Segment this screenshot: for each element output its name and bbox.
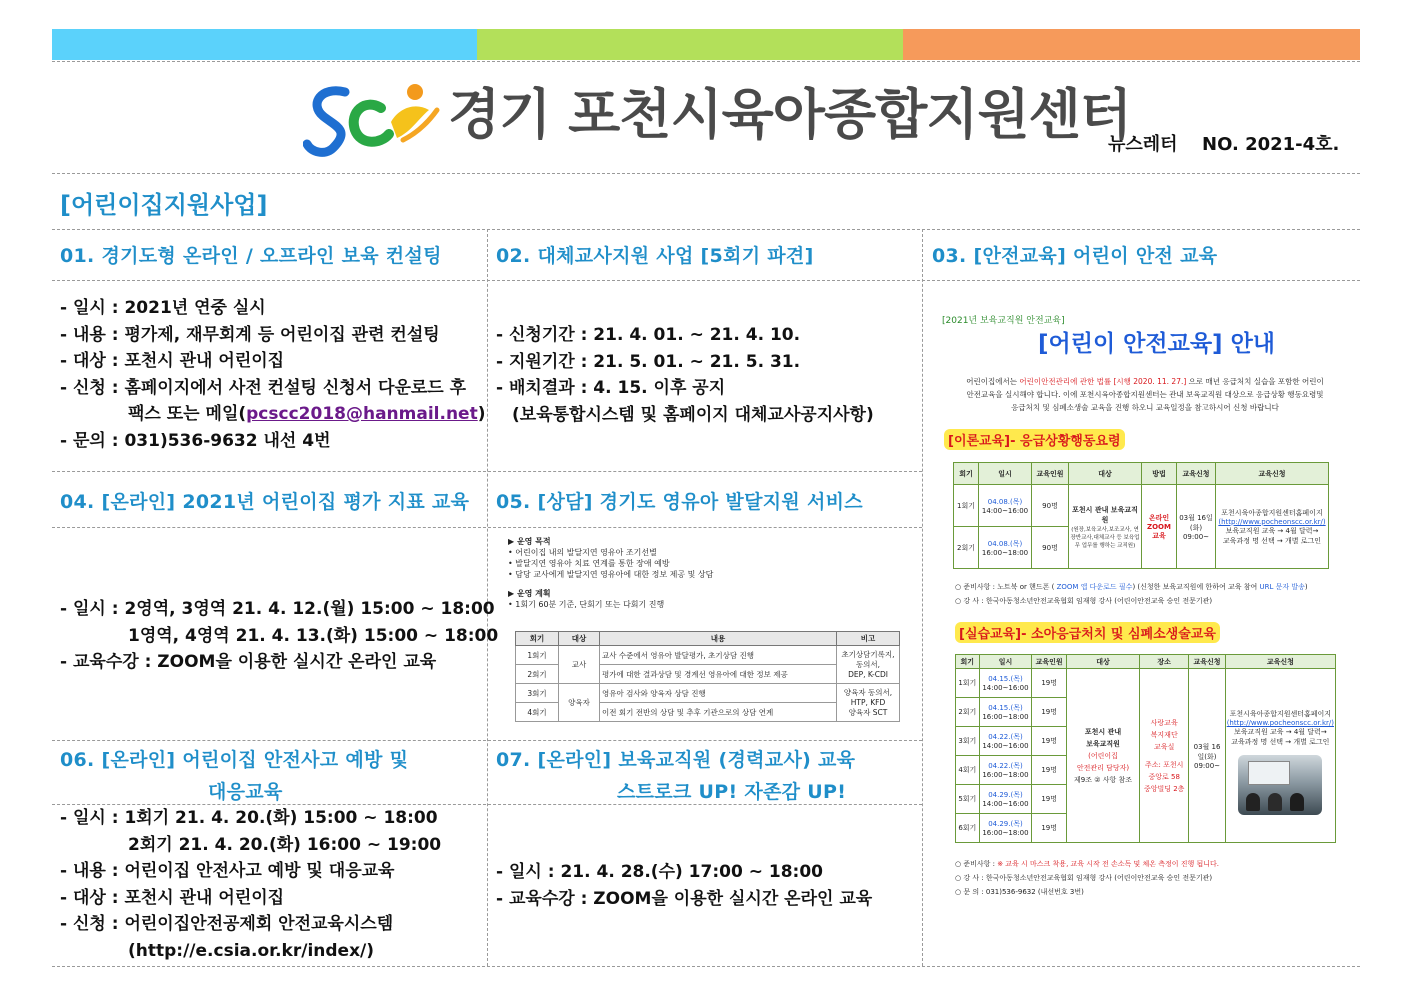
s03-intro-part: 어린이집에서는 [966,377,1020,386]
s03-poster-heading: [어린이 안전교육] 안내 [1038,331,1276,357]
s03-time: 16:00~18:00 [982,829,1029,837]
s05-table [515,631,900,722]
s03-apply-url[interactable]: (http://www.pocheonscc.or.kr/) [1218,517,1326,526]
s05-plan-label: ▶ 운영 계획 [508,589,551,598]
s03-apply-date: 03월 16일(화) 09:00~ [1189,669,1225,843]
s01-line: - 대상 : 포천시 관내 어린이집 [60,351,285,371]
s03-th: 대상 [1067,655,1140,669]
section-02-title: 02. 대체교사지원 사업 [5회기 파견] [496,245,814,267]
s03-note-line: ○ 강 사 : 한국아동청소년안전교육협회 임재형 강사 (어린이안전교육 승인 전문기관) [955,874,1213,882]
section-06-title: 06. [온라인] 어린이집 안전사고 예방 및 [60,749,409,771]
s03-apply-line: 포천시육아종합지원센터홈페이지 [1221,508,1323,517]
s06-line: 2회기 21. 4. 20.(화) 16:00 ~ 19:00 [128,834,442,855]
s03-time: 14:00~16:00 [982,742,1029,750]
s03-note-line [955,580,1308,594]
s03-intro-law: 어린이안전관리에 관한 법률 [시행 2020. 11. 27.] [1019,377,1187,386]
s05-th: 내용 [600,632,837,646]
s03-session: 2회기 [954,527,979,569]
s05-purpose: • 발달지연 영유아 치료 연계를 통한 장애 예방 [508,559,670,568]
header-bar-blue [52,29,477,60]
s03-datetime [979,527,1032,569]
s01-line: - 문의 : 031)536-9632 내선 4번 [60,430,331,451]
s05-th: 회기 [516,632,559,646]
section-07-title-cont: 스트로크 UP! 자존감 UP! [617,781,847,803]
s05-target: 교사 [559,646,600,684]
s03-target-line: 안전관리 담당자) [1076,763,1130,772]
s03-date: 04.29.(목) [988,791,1023,799]
s03-session: 1회기 [954,485,979,527]
s03-people: 90명 [1032,485,1069,527]
s03-th: 교육신청 [1225,655,1335,669]
s03-date: 04.22.(목) [988,733,1023,741]
s03-apply [1225,669,1335,843]
s01-line [60,401,486,428]
s03-date: 04.08.(목) [987,497,1023,506]
s03-note-part: ) (신청한 보육교직원에 한하여 교육 참여 [1132,583,1260,591]
s03-date: 04.15.(목) [988,675,1023,683]
s03-datetime [979,814,1032,843]
s03-intro-line: 안전교육을 실시해야 합니다. 이에 포천시육아종합지원센터는 관내 보육교직원 대상으로 응급상황 행동요령및 [966,390,1324,399]
s03-datetime [979,756,1032,785]
section-02-body [496,322,874,428]
s05-note [837,684,900,722]
s03-place-line: 복지재단 [1150,730,1178,739]
s03-date: 04.08.(목) [987,539,1023,548]
s06-line: - 내용 : 어린이집 안전사고 예방 및 대응교육 [60,861,395,881]
s03-th: 회기 [954,463,979,485]
section-01-body [60,295,486,454]
s03-session: 6회기 [956,814,980,843]
s03-note-mask: ※ 교육 시 마스크 착용, 교육 시작 전 손소독 및 체온 측정이 진행 됩니다. [997,860,1220,868]
s03-th: 교육인원 [1032,463,1069,485]
s05-content: 교사 수준에서 영유아 발달평가, 초기상담 진행 [600,646,837,665]
s03-th: 장소 [1140,655,1189,669]
s03-apply-url[interactable]: (http://www.pocheonscc.or.kr/) [1226,719,1334,727]
divider [52,61,1360,62]
s01-paren: ) [477,404,486,424]
s01-line: - 일시 : 2021년 연중 실시 [60,298,266,318]
s05-session: 4회기 [516,703,559,722]
s03-place-line: 교육실 [1154,742,1175,751]
s03-time: 14:00~16:00 [981,506,1029,515]
s03-intro-line [945,375,1345,388]
section-05-title: 05. [상담] 경기도 영유아 발달지원 서비스 [496,491,863,513]
s03-place-line: 중앙로 58 [1148,772,1180,781]
s03-target-line: 보육교직원 [1086,739,1120,748]
s05-purpose: • 담당 교사에게 발달지연 영유아에 대한 정보 제공 및 상담 [508,570,714,579]
s03-session: 3회기 [956,727,980,756]
s03-datetime [979,485,1032,527]
s03-datetime [979,727,1032,756]
s03-people: 19명 [1032,698,1067,727]
s03-note-part: ) [1304,583,1308,591]
s05-purpose: • 어린이집 내의 발달지연 영유아 조기선별 [508,548,657,557]
s05-th: 비고 [837,632,900,646]
s03-target-line: 제9조 ② 사항 참조 [1074,775,1133,784]
s01-line: - 신청 : 홈페이지에서 사전 컨설팅 신청서 다운로드 후 [60,377,467,398]
s02-line: - 배치결과 : 4. 15. 이후 공지 [496,378,726,398]
s05-note [837,646,900,684]
s03-practice-table [955,654,1336,843]
s03-datetime [979,785,1032,814]
column-divider [922,229,923,966]
s03-practice-notes [955,857,1219,899]
section-06-title-cont: 대응교육 [208,781,283,803]
s03-note-line [955,857,1219,871]
s05-content: 영유아 검사와 양육자 상담 진행 [600,684,837,703]
section-06-body [60,805,441,964]
s03-th: 회기 [956,655,980,669]
s03-intro-part: 으로 매년 응급처치 실습을 포함한 어린이 [1186,377,1324,386]
s07-line: - 교육수강 : ZOOM을 이용한 실시간 온라인 교육 [496,888,873,909]
s03-place [1140,669,1189,843]
s03-people: 19명 [1032,814,1067,843]
s03-note-line: ○ 문 의 : 031)536-9632 (내선번호 3번) [955,888,1084,896]
s04-line: 1영역, 4영역 21. 4. 13.(화) 15:00 ~ 18:00 [128,625,499,646]
s03-time: 14:00~16:00 [982,684,1029,692]
section-04-body [60,596,498,676]
contact-email-link[interactable]: pcscc2018@hanmail.net [246,404,478,424]
s05-session: 2회기 [516,665,559,684]
s05-target: 양육자 [559,684,600,722]
s03-note-line: ○ 강 사 : 한국아동청소년안전교육협회 임재형 강사 (어린이안전교육 승인 전문기관) [955,597,1213,605]
s03-time: 16:00~18:00 [981,548,1029,557]
s03-datetime [979,698,1032,727]
s03-date: 04.22.(목) [988,762,1023,770]
section-01-title: 01. 경기도형 온라인 / 오프라인 보육 컨설팅 [60,245,442,267]
s03-apply-line: 보육교직원 교육 → 4월 달력→ [1225,526,1319,535]
s03-th: 교육신청 [1177,463,1216,485]
s03-apply-line: 보육교직원 교육 → 4월 달력→ [1233,728,1327,736]
s05-plan-note: • 1회기 60분 기준, 단회기 또는 다회기 진행 [508,600,665,609]
divider [52,173,1360,174]
s03-target-line: (어린이집 [1088,751,1118,760]
s05-note-line: 양육자 동의서, [843,687,893,697]
s03-apply-line: 포천시육아종합지원센터홈페이지 [1229,710,1332,718]
s03-target [1069,485,1142,569]
s03-theory-label: [이론교육]- 응급상황행동요령 [944,429,1125,450]
s03-th: 교육신청 [1189,655,1225,669]
s05-session: 3회기 [516,684,559,703]
s03-time: 16:00~18:00 [982,771,1029,779]
s03-people: 19명 [1032,785,1067,814]
s03-datetime [979,669,1032,698]
s03-theory-table [953,462,1329,569]
s05-note-line: 양육자 SCT [848,707,888,717]
s03-note-part: ○ 준비사항 : [955,860,998,868]
s03-place-line: 주소: 포천시 [1144,760,1184,769]
s03-people: 19명 [1032,756,1067,785]
s02-line: (보육통합시스템 및 홈페이지 대체교사공지사항) [512,404,874,425]
org-name: 경기 포천시육아종합지원센터 [448,83,1131,146]
s03-note-part: ○ 준비사항 : 노트북 or 핸드폰 ( [955,583,1057,591]
s03-poster-intro [945,375,1345,414]
s07-line: - 일시 : 21. 4. 28.(수) 17:00 ~ 18:00 [496,862,823,882]
s05-th: 대상 [559,632,600,646]
s03-session: 1회기 [956,669,980,698]
s03-session: 2회기 [956,698,980,727]
training-photo [1238,755,1322,815]
s03-place-line: 중앙빌딩 2층 [1143,784,1185,793]
s03-people: 19명 [1032,727,1067,756]
divider [52,280,1360,281]
issue-number: NO. 2021-4호. [1202,134,1340,155]
s03-people: 90명 [1032,527,1069,569]
s01-fax-text: 팩스 또는 메일( [128,404,247,424]
s03-target [1067,669,1140,843]
section-07-body [496,859,872,912]
s02-line: - 지원기간 : 21. 5. 01. ~ 21. 5. 31. [496,351,801,372]
csia-link[interactable]: (http://e.csia.or.kr/index/) [128,940,375,961]
s03-people: 19명 [1032,669,1067,698]
s03-target-note: (원장,보육교사,보조교사, 연장반교사,대체교사 등 보육업무 업무를 행하는 교직원) [1070,526,1140,549]
s06-line: - 일시 : 1회기 21. 4. 20.(화) 15:00 ~ 18:00 [60,808,438,828]
newsletter-label: 뉴스레터 [1108,134,1178,155]
s04-line: - 교육수강 : ZOOM을 이용한 실시간 온라인 교육 [60,652,437,672]
s03-th: 교육신청 [1216,463,1329,485]
s05-note-line: 동의서, [855,659,881,669]
category-title: [어린이집지원사업] [60,191,268,219]
divider [52,229,1360,230]
s05-note-line: HTP, KFD [850,697,886,707]
s03-target-line: 포천시 관내 [1084,727,1122,736]
s03-th: 방법 [1142,463,1177,485]
s03-intro-line: 응급처치 및 심폐소생술 교육을 진행 하오니 교육일정을 참고하시어 신청 바랍니다 [1011,403,1279,412]
header-bar-orange [903,29,1360,60]
s01-line: - 내용 : 평가제, 재무회계 등 어린이집 관련 컨설팅 [60,324,440,345]
s03-date: 04.29.(목) [988,820,1023,828]
s03-apply-line: 교육과정 명 선택 → 개별 로그인 [1222,536,1322,545]
s03-th: 일시 [979,655,1032,669]
s03-apply-date: 03월 16일(화) 09:00~ [1177,485,1216,569]
s05-content: 이전 회기 전반의 상담 및 추후 기관으로의 상담 연계 [600,703,837,722]
s05-note-line: 초기상담기록지, [841,649,895,659]
section-07-title: 07. [온라인] 보육교직원 (경력교사) 교육 [496,749,856,771]
s03-note-zoom: ZOOM 앱 다운로드 필수 [1056,583,1133,591]
s03-time: 14:00~16:00 [982,800,1029,808]
s03-target-main: 포천시 관내 보육교직원 [1072,505,1138,524]
s05-content: 평가에 대한 결과상담 및 경계선 영유아에 대한 정보 제공 [600,665,837,684]
s03-place-line: 사랑교육 [1150,718,1178,727]
s03-poster-tag: [2021년 보육교직원 안전교육] [942,316,1065,326]
s03-session: 5회기 [956,785,980,814]
s03-th: 일시 [979,463,1032,485]
s03-time: 16:00~18:00 [982,713,1029,721]
s03-th: 교육인원 [1032,655,1067,669]
s03-apply-line: 교육과정 명 선택 → 개별 로그인 [1231,738,1330,746]
s03-th: 대상 [1069,463,1142,485]
org-logo [303,78,443,160]
s03-note-url: URL 문자 발송 [1259,583,1305,591]
s06-line: - 대상 : 포천시 관내 어린이집 [60,887,285,908]
s05-purpose-label: ▶ 운영 목적 [508,537,551,546]
s03-method: 온라인 ZOOM 교육 [1142,485,1177,569]
s02-line: - 신청기간 : 21. 4. 01. ~ 21. 4. 10. [496,325,801,345]
s03-apply [1216,485,1329,569]
s05-note-line: DEP, K-CDI [848,669,888,679]
s03-practice-label: [실습교육]- 소아응급처치 및 심폐소생술교육 [955,622,1220,643]
section-05-content [508,536,903,610]
section-04-title: 04. [온라인] 2021년 어린이집 평가 지표 교육 [60,491,470,513]
header-bar-green [477,29,903,60]
divider [52,966,1360,967]
s05-session: 1회기 [516,646,559,665]
section-03-title: 03. [안전교육] 어린이 안전 교육 [932,245,1218,267]
s03-session: 4회기 [956,756,980,785]
s04-line: - 일시 : 2영역, 3영역 21. 4. 12.(월) 15:00 ~ 18:00 [60,599,495,619]
s03-date: 04.15.(목) [988,704,1023,712]
s03-theory-notes [955,580,1308,608]
s06-line: - 신청 : 어린이집안전공제회 안전교육시스템 [60,914,394,934]
